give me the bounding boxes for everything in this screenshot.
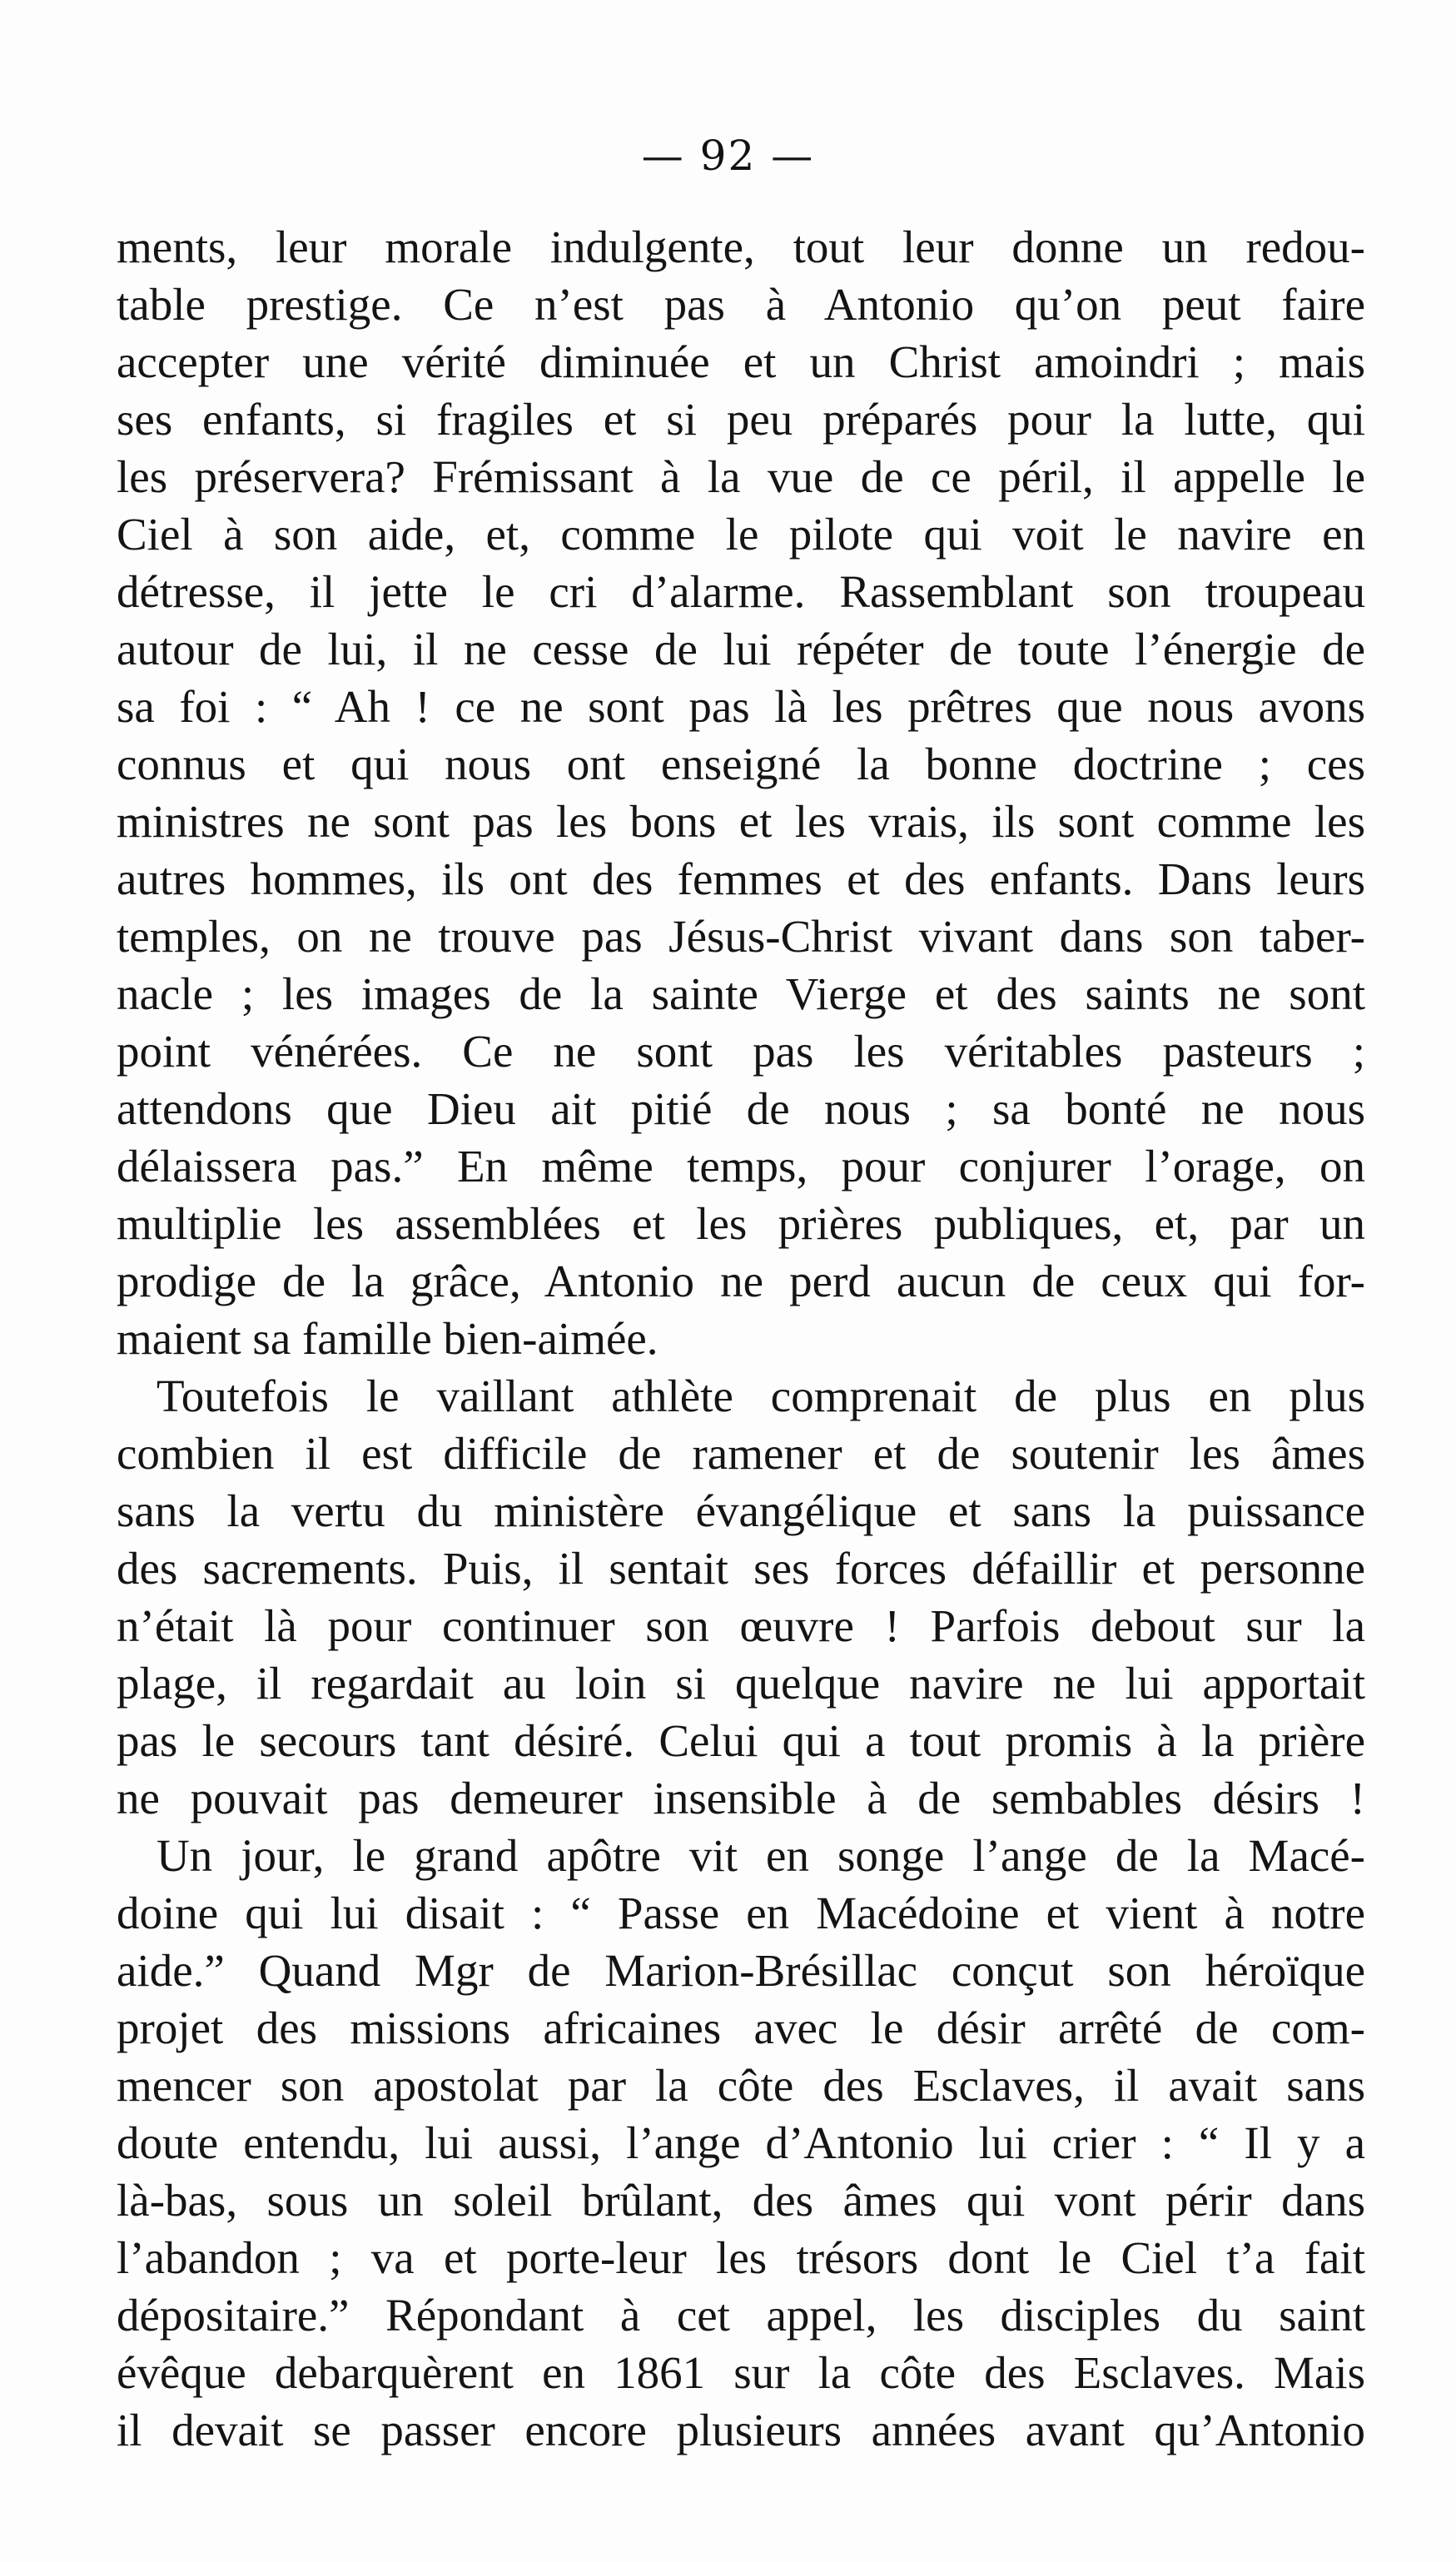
body-text <box>117 218 1365 2459</box>
page-number: — 92 — <box>641 132 815 180</box>
text-line: n’était là pour continuer son œuvre ! Parfois debout sur la <box>117 1600 1365 1651</box>
text-line: l’abandon ; va et porte-leur les trésors dont le Ciel t’a fait <box>117 2232 1365 2283</box>
text-line: détresse, il jette le cri d’alarme. Rassemblant son troupeau <box>117 566 1365 617</box>
text-line: autres hommes, ils ont des femmes et des enfants. Dans leurs <box>117 853 1365 904</box>
text-line: connus et qui nous ont enseigné la bonne doctrine ; ces <box>117 739 1365 789</box>
text-line: point vénérées. Ce ne sont pas les véritables pasteurs ; <box>117 1026 1365 1077</box>
text-line: aide.” Quand Mgr de Marion-Brésillac conçut son héroïque <box>117 1945 1365 1996</box>
text-line: sans la vertu du ministère évangélique et sans la puissance <box>117 1485 1365 1536</box>
text-line: délaissera pas.” En même temps, pour conjurer l’orage, on <box>117 1141 1365 1191</box>
text-line: mencer son apostolat par la côte des Esclaves, il avait sans <box>117 2060 1365 2111</box>
text-line: nacle ; les images de la sainte Vierge et des saints ne sont <box>117 968 1365 1019</box>
text-line: il devait se passer encore plusieurs années avant qu’Antonio <box>117 2405 1365 2455</box>
text-line: doute entendu, lui aussi, l’ange d’Antonio lui crier : “ Il y a <box>117 2117 1365 2168</box>
text-line: Toutefois le vaillant athlète comprenait de plus en plus <box>157 1371 1365 1421</box>
text-line: combien il est difficile de ramener et de soutenir les âmes <box>117 1428 1365 1479</box>
text-line: attendons que Dieu ait pitié de nous ; sa bonté ne nous <box>117 1083 1365 1134</box>
text-line: projet des missions africaines avec le désir arrêté de com- <box>117 2002 1365 2053</box>
text-line: ses enfants, si fragiles et si peu préparés pour la lutte, qui <box>117 394 1365 445</box>
text-line: plage, il regardait au loin si quelque navire ne lui apportait <box>117 1658 1365 1709</box>
text-line: maient sa famille bien-aimée. <box>117 1313 658 1364</box>
text-line: les préservera? Frémissant à la vue de ce péril, il appelle le <box>117 451 1365 502</box>
text-line: sa foi : “ Ah ! ce ne sont pas là les prêtres que nous avons <box>117 681 1365 732</box>
text-line: Un jour, le grand apôtre vit en songe l’ange de la Macé- <box>157 1830 1365 1881</box>
text-line: là-bas, sous un soleil brûlant, des âmes qui vont périr dans <box>117 2175 1365 2226</box>
text-line: dépositaire.” Répondant à cet appel, les disciples du saint <box>117 2290 1365 2341</box>
text-line: ments, leur morale indulgente, tout leur donne un redou- <box>117 221 1365 272</box>
text-line: accepter une vérité diminuée et un Christ amoindri ; mais <box>117 336 1365 387</box>
text-line: prodige de la grâce, Antonio ne perd aucun de ceux qui for- <box>117 1256 1365 1306</box>
text-line: Ciel à son aide, et, comme le pilote qui voit le navire en <box>117 509 1365 560</box>
text-line: évêque debarquèrent en 1861 sur la côte des Esclaves. Mais <box>117 2347 1365 2398</box>
text-line: des sacrements. Puis, il sentait ses forces défaillir et personne <box>117 1543 1365 1594</box>
text-line: ministres ne sont pas les bons et les vrais, ils sont comme les <box>117 796 1365 847</box>
text-line: temples, on ne trouve pas Jésus-Christ vivant dans son taber- <box>117 911 1365 962</box>
text-line: table prestige. Ce n’est pas à Antonio qu’on peut faire <box>117 279 1365 330</box>
text-line: doine qui lui disait : “ Passe en Macédoine et vient à notre <box>117 1888 1365 1938</box>
text-line: multiplie les assemblées et les prières publiques, et, par un <box>117 1198 1365 1249</box>
text-line: autour de lui, il ne cesse de lui répéter de toute l’énergie de <box>117 624 1365 674</box>
text-line: ne pouvait pas demeurer insensible à de sembables désirs ! <box>117 1773 1365 1823</box>
text-line: pas le secours tant désiré. Celui qui a tout promis à la prière <box>117 1715 1365 1766</box>
